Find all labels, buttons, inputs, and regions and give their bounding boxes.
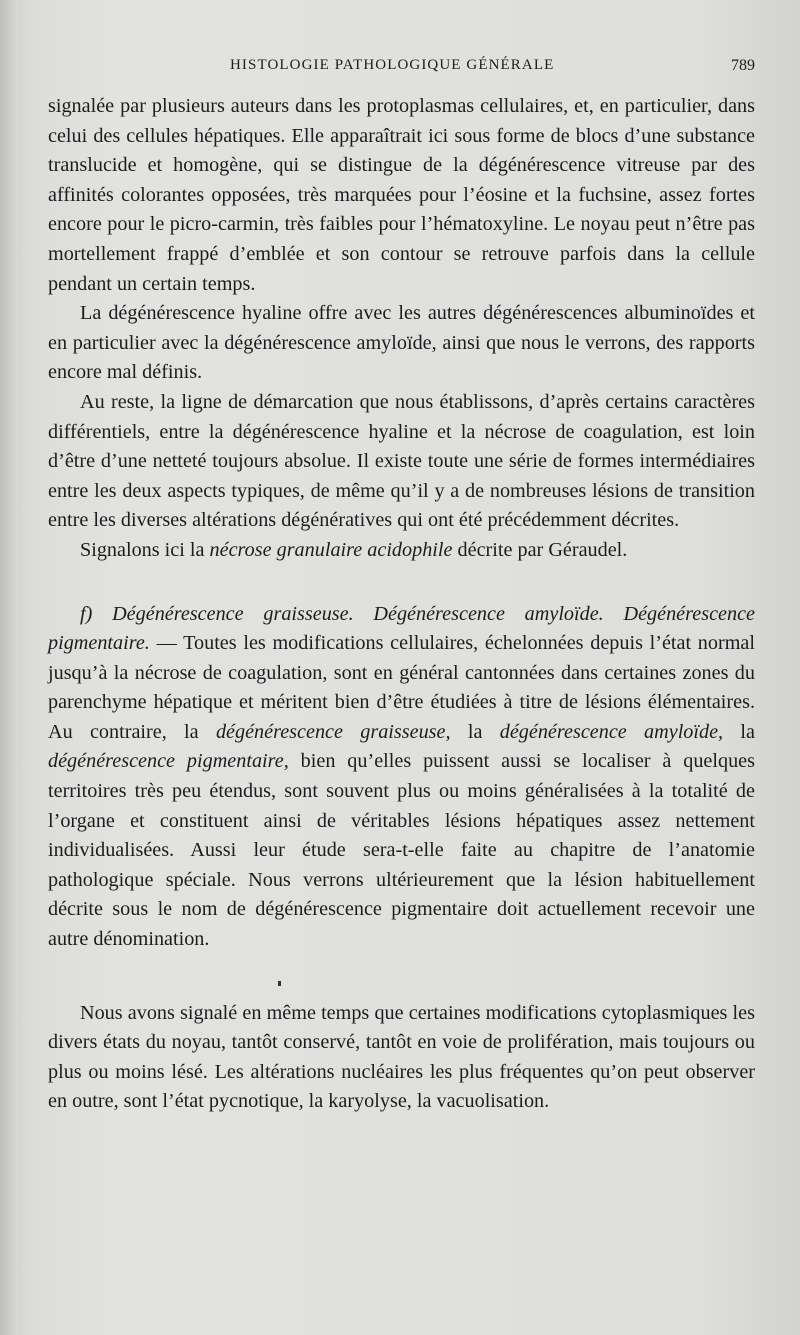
page-number: 789 — [731, 57, 755, 74]
page-gutter-shadow — [0, 0, 18, 1335]
p5-text-1: — Toutes les modifications cellulaires, échelonnées depuis l’état normal jusqu’à la nécrose de coagulation, sont en général cantonnées dans certaines zones du parenchyme hépatique et méritent bien d’être étudiées à titre de lésions élémentaires. Au contraire, la — [48, 632, 755, 743]
p5-text-3: la — [723, 720, 755, 743]
p5-text-4: bien qu’elles puissent aussi se localiser à quelques territoires très peu étendus, sont souvent plus ou moins généralisées à la totalité de l’organe et constituent ainsi de véritables lésions hépatiques assez nettement individualisées. Aussi leur étude sera-t-elle faite au chapitre de l’anatomie pathologique spéciale. Nous verrons ultérieurement que la lésion habituellement décrite sous le nom de dégénérescence pigmentaire doit actuellement recevoir une autre dénomination. — [48, 750, 755, 951]
p4-text-before: Signalons ici la — [80, 538, 210, 561]
page-header — [50, 57, 755, 83]
paragraph-1: signalée par plusieurs auteurs dans les protoplasmas cellulaires, et, en particulier, dans celui des cellules hépatiques. Elle apparaîtrait ici sous forme de blocs d’une substance translucide et homogène, qui se distingue de la dégénérescence vitreuse par des affinités colorantes opposées, très marquées pour l’éosine et la fuchsine, assez fortes encore pour le picro-carmin, très faibles pour l’hématoxyline. Le noyau peut n’être pas mortellement frappé d’emblée et son contour se retrouve parfois dans la cellule pendant un certain temps. — [48, 95, 755, 295]
running-head: HISTOLOGIE PATHOLOGIQUE GÉNÉRALE — [230, 57, 555, 73]
p5-emphasis-3: dégénérescence pigmentaire, — [48, 750, 289, 773]
paragraph-4 — [48, 536, 755, 566]
paragraph-2: La dégénérescence hyaline offre avec les autres dégénérescences albuminoïdes et en particulier avec la dégénérescence amyloïde, ainsi que nous le verrons, des rapports encore mal définis. — [48, 302, 755, 384]
paragraph-5 — [48, 600, 755, 955]
p4-emphasis: nécrose granulaire acidophile — [209, 538, 453, 561]
p5-emphasis-1: dégénérescence graisseuse, — [215, 720, 451, 743]
p4-text-after: décrite par Géraudel. — [452, 538, 628, 561]
p5-text-2: la — [450, 720, 500, 743]
p5-emphasis-2: dégénérescence amyloïde, — [499, 720, 724, 743]
body-text — [48, 92, 755, 1117]
paragraph-3: Au reste, la ligne de démarcation que nous établissons, d’après certains caractères différentiels, entre la dégénérescence hyaline et la nécrose de coagulation, est loin d’être d’une netteté toujours absolue. Il existe toute une série de formes intermédiaires entre les deux aspects typiques, de même qu’il y a de nombreuses lésions de transition entre les diverses altérations dégénératives qui ont été précédemment décrites. — [48, 390, 755, 532]
section-separator — [48, 955, 755, 999]
section-heading-f: f) Dégénérescence graisseuse. Dégénérescence amyloïde. Dégénérescence pigmentaire. — [48, 602, 755, 655]
paragraph-6: Nous avons signalé en même temps que certaines modifications cytoplasmiques les divers états du noyau, tantôt conservé, tantôt en voie de prolifération, mais toujours ou plus ou moins lésé. Les altérations nucléaires les plus fréquentes qu’on peut observer en outre, sont l’état pycnotique, la karyolyse, la vacuolisation. — [48, 1001, 755, 1113]
